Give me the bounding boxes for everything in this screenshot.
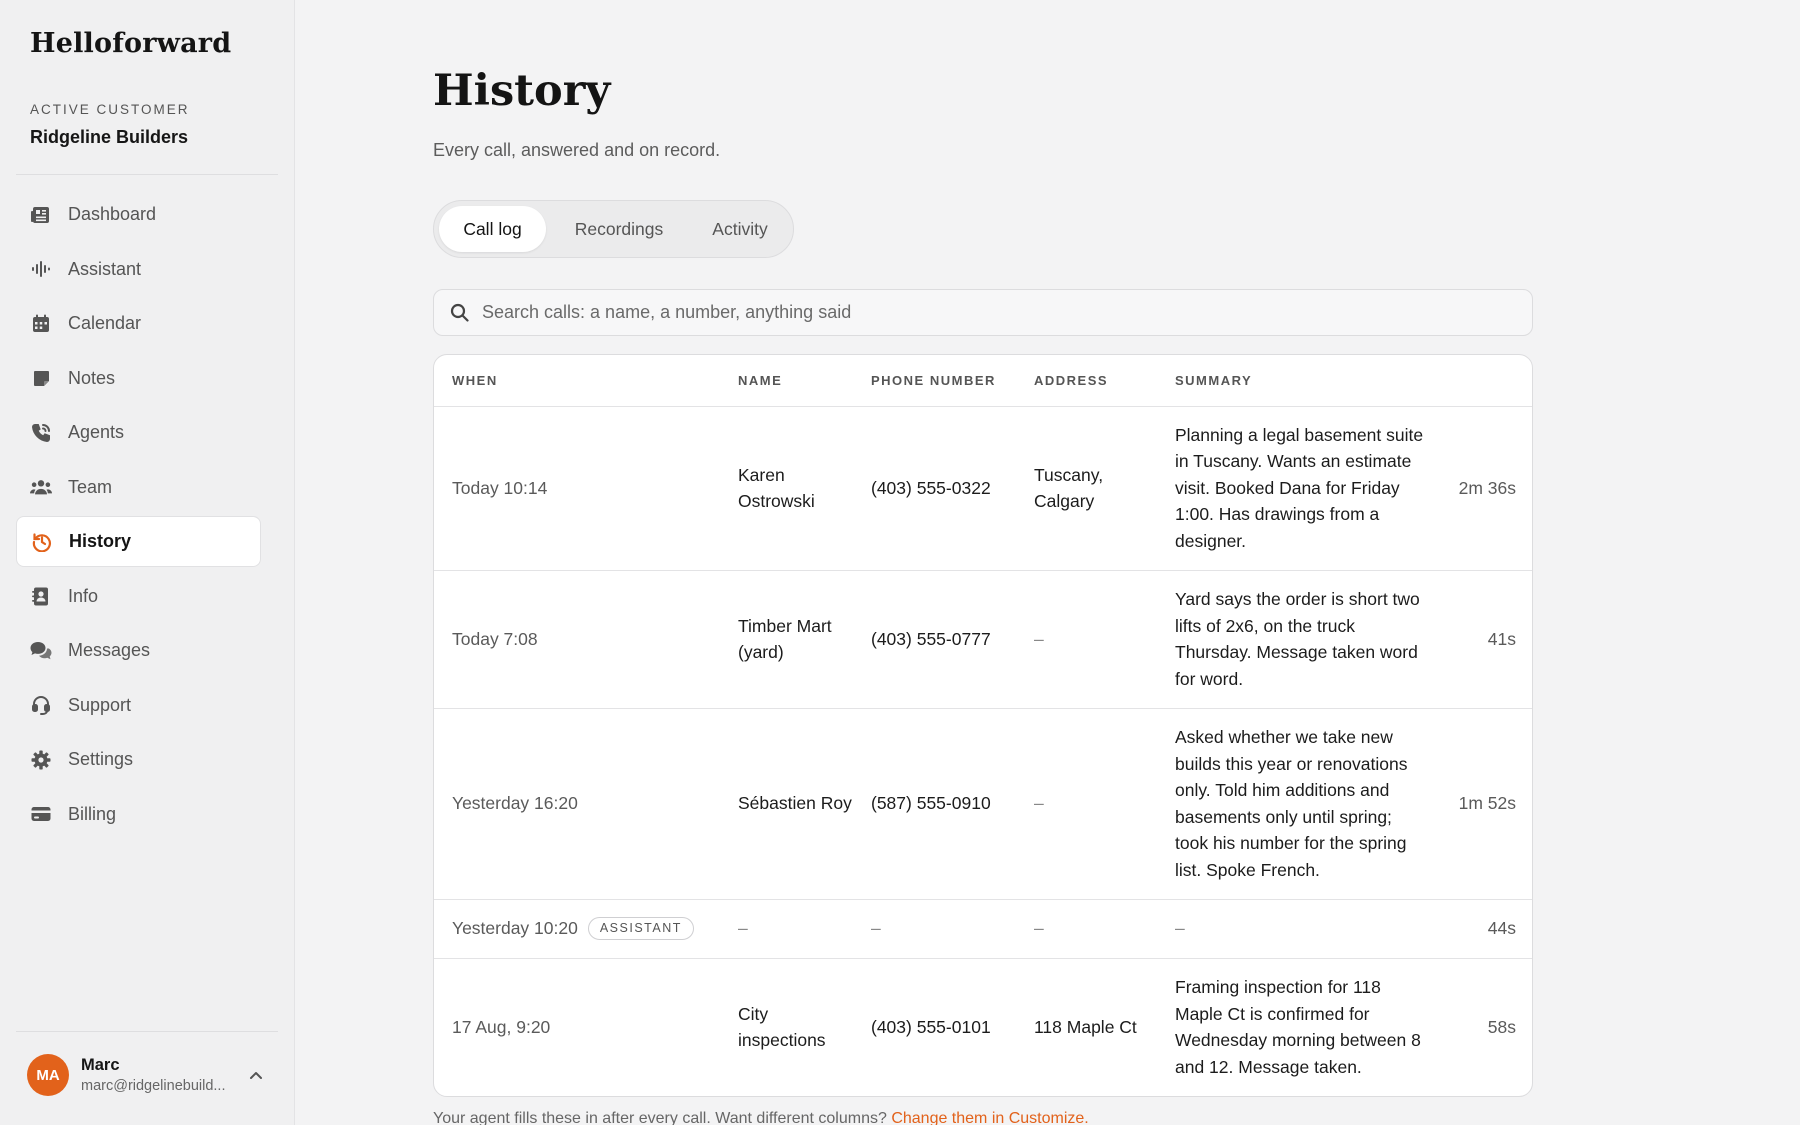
sidebar-item-label: Support: [68, 694, 132, 715]
search-icon: [450, 303, 470, 323]
sidebar-divider: [16, 174, 278, 175]
column-header-name[interactable]: NAME: [720, 355, 853, 406]
sidebar-item-settings[interactable]: [16, 734, 261, 785]
sidebar-item-support[interactable]: [16, 680, 261, 731]
gear-icon: [30, 749, 52, 771]
tab-call-log[interactable]: Call log: [439, 206, 546, 252]
call-address: Tuscany, Calgary: [1016, 406, 1157, 570]
search-bar: [433, 289, 1533, 336]
table-footnote: [433, 1110, 1089, 1125]
column-header-summary[interactable]: SUMMARY: [1157, 355, 1425, 406]
table-header-row: [434, 355, 1533, 406]
column-header-address[interactable]: ADDRESS: [1016, 355, 1157, 406]
active-customer-label: ACTIVE CUSTOMER: [30, 102, 190, 117]
call-phone: (403) 555-0777: [853, 570, 1016, 708]
sidebar-item-assistant[interactable]: [16, 244, 261, 295]
call-phone: (587) 555-0910: [853, 708, 1016, 899]
call-when: Today 7:08: [434, 570, 720, 708]
tab-activity[interactable]: Activity: [712, 218, 768, 239]
call-phone: (403) 555-0101: [871, 1017, 991, 1037]
phone-icon: [30, 422, 52, 444]
customize-link[interactable]: Change them in Customize.: [891, 1110, 1089, 1125]
active-customer-name: Ridgeline Builders: [30, 127, 189, 147]
sidebar-item-label: Team: [68, 476, 113, 497]
call-when: 17 Aug, 9:20: [452, 1017, 551, 1037]
search-input[interactable]: [482, 302, 1532, 323]
sidebar-item-label: Calendar: [68, 313, 142, 333]
call-address: –: [1016, 708, 1157, 899]
sidebar-item-label: Billing: [68, 803, 117, 824]
call-name: Sébastien Roy: [720, 708, 853, 899]
page-title: History: [433, 66, 611, 116]
sidebar: [0, 0, 295, 1125]
contact-card-icon: [30, 585, 52, 607]
column-header-when[interactable]: WHEN: [434, 355, 720, 406]
user-name: Marc: [81, 1056, 120, 1074]
table-row[interactable]: [434, 406, 1533, 570]
sidebar-item-dashboard[interactable]: [16, 189, 261, 240]
call-address: –: [1016, 899, 1157, 958]
footnote-text: Your agent fills these in after every call. Want different columns?: [433, 1110, 892, 1125]
credit-card-icon: [30, 803, 52, 825]
call-when-text: Yesterday 10:20: [452, 918, 578, 939]
headset-icon: [30, 694, 52, 716]
table-row[interactable]: [434, 708, 1533, 899]
sidebar-nav: [16, 189, 261, 843]
call-summary: Yard says the order is short two lifts of 2x6, on the truck Thursday. Message taken word for word.: [1157, 570, 1425, 708]
call-duration: 1m 52s: [1425, 708, 1533, 899]
column-header-duration: [1425, 355, 1533, 406]
sidebar-item-messages[interactable]: [16, 625, 261, 676]
dashboard-icon: [30, 204, 52, 226]
call-name: Timber Mart (yard): [720, 570, 853, 708]
user-menu[interactable]: [16, 1040, 278, 1110]
table-row[interactable]: [434, 958, 1533, 1096]
table-row[interactable]: [434, 899, 1533, 958]
sidebar-item-label: Agents: [68, 422, 125, 442]
call-when: Yesterday 16:20: [434, 708, 720, 899]
call-address: –: [1016, 570, 1157, 708]
sidebar-item-label: Messages: [68, 640, 151, 660]
call-summary: Framing inspection for 118 Maple Ct is confirmed for Wednesday morning between 8 and 12. Message taken.: [1175, 977, 1421, 1077]
call-when: [434, 899, 720, 958]
call-log-table: [433, 354, 1533, 1097]
sidebar-item-info[interactable]: [16, 571, 261, 622]
view-tabs: [433, 200, 794, 258]
sidebar-item-calendar[interactable]: [16, 298, 261, 349]
sidebar-item-label: Dashboard: [68, 204, 157, 224]
calendar-icon: [30, 313, 52, 335]
chat-bubbles-icon: [30, 640, 52, 662]
column-header-phone[interactable]: PHONE NUMBER: [853, 355, 1016, 406]
note-icon: [30, 367, 52, 389]
user-email: marc@ridgelinebuild...: [81, 1078, 226, 1094]
call-duration: 41s: [1425, 570, 1533, 708]
call-summary: Planning a legal basement suite in Tuscany. Wants an estimate visit. Booked Dana for Friday 1:00. Has drawings from a designer.: [1157, 406, 1425, 570]
call-name: –: [720, 899, 853, 958]
call-duration: 2m 36s: [1425, 406, 1533, 570]
sidebar-item-label: Settings: [68, 749, 134, 769]
call-address: 118 Maple Ct: [1034, 1017, 1137, 1037]
table-row[interactable]: [434, 570, 1533, 708]
sidebar-item-agents[interactable]: [16, 407, 261, 458]
sidebar-item-label: Notes: [68, 367, 116, 388]
sidebar-item-billing[interactable]: [16, 789, 261, 840]
page-subtitle: Every call, answered and on record.: [433, 140, 721, 160]
history-icon: [31, 531, 53, 553]
call-name: City inspections: [738, 1003, 826, 1051]
sidebar-item-label: Assistant: [68, 258, 142, 279]
call-summary: Asked whether we take new builds this year or renovations only. Told him additions and basements only until spring; took his number for the spring list. Spoke French.: [1157, 708, 1425, 899]
waveform-icon: [30, 258, 52, 280]
call-phone: –: [853, 899, 1016, 958]
tab-recordings[interactable]: Recordings: [574, 218, 664, 239]
sidebar-item-label: History: [69, 531, 132, 551]
call-summary: –: [1157, 899, 1425, 958]
chevron-up-icon[interactable]: [242, 1061, 270, 1089]
call-name: Karen Ostrowski: [720, 406, 853, 570]
sidebar-item-notes[interactable]: [16, 353, 261, 404]
call-when: Today 10:14: [434, 406, 720, 570]
call-duration: 44s: [1425, 899, 1533, 958]
sidebar-item-team[interactable]: [16, 462, 261, 513]
assistant-badge: ASSISTANT: [588, 917, 694, 940]
team-icon: [30, 476, 52, 498]
sidebar-item-history[interactable]: [16, 516, 261, 567]
call-phone: (403) 555-0322: [853, 406, 1016, 570]
sidebar-item-label: Info: [68, 585, 99, 606]
avatar: MA: [27, 1054, 69, 1096]
brand-logo[interactable]: Helloforward: [30, 28, 232, 59]
call-duration: 58s: [1487, 1017, 1516, 1037]
sidebar-divider: [16, 1031, 278, 1032]
